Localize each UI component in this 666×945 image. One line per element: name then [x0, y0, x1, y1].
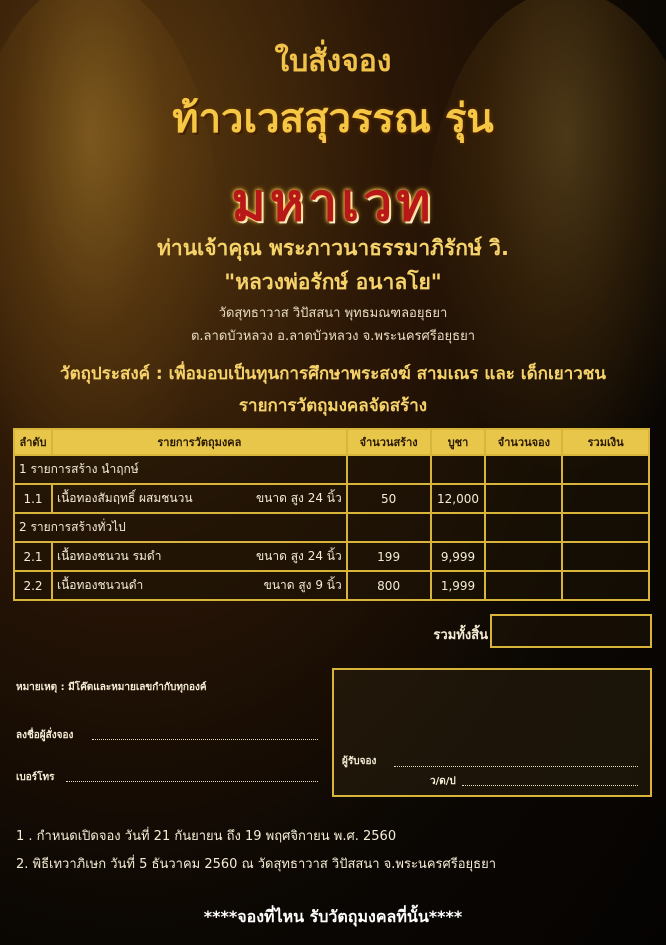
grand-total-field[interactable] [490, 614, 652, 648]
price: 9,999 [431, 542, 486, 571]
total-cell[interactable] [562, 484, 649, 513]
orderer-signature-field[interactable] [92, 739, 318, 740]
phone-label: เบอร์โทร [16, 772, 55, 783]
build-qty: 800 [347, 571, 431, 600]
header-total: รวมเงิน [562, 429, 649, 455]
item-size: ขนาด สูง 24 นิ้ว [255, 549, 342, 563]
item-name: เนื้อทองชนวน รมดำ [56, 549, 162, 563]
orderer-label: ลงชื่อผู้สั่งจอง [16, 730, 74, 741]
note-ceremony: 2. พิธีเทวาภิเษก วันที่ 5 ธันวาคม 2560 ณ วัดสุทธาวาส วิปัสสนา จ.พระนครศรีอยุธยา [16, 857, 497, 872]
monk-title: ท่านเจ้าคุณ พระภาวนาธรรมาภิรักษ์ วิ. [157, 236, 509, 260]
section-label: 2 รายการสร้างทั่วไป [14, 513, 347, 542]
remark-text: หมายเหตุ : มีโค๊ตและหมายเลขกำกับทุกองค์ [16, 682, 207, 693]
date-label: ว/ด/ป [430, 776, 456, 787]
table-row [14, 571, 649, 600]
header-booking: จำนวนจอง [485, 429, 562, 455]
table-header-row [14, 429, 649, 455]
table-row [14, 542, 649, 571]
total-cell[interactable] [562, 455, 649, 484]
receiver-box [332, 668, 652, 797]
date-field[interactable] [462, 785, 638, 786]
item-size: ขนาด สูง 24 นิ้ว [255, 491, 342, 505]
table-row [14, 484, 649, 513]
booking-cell[interactable] [485, 542, 562, 571]
booking-cell[interactable] [485, 571, 562, 600]
header-qty: จำนวนสร้าง [347, 429, 431, 455]
header-no: ลำดับ [14, 429, 52, 455]
price: 12,000 [431, 484, 486, 513]
total-cell[interactable] [562, 513, 649, 542]
note-booking-period: 1 . กำหนดเปิดจอง วันที่ 21 กันยายน ถึง 19 พฤศจิกายน พ.ศ. 2560 [16, 829, 397, 844]
row-number: 2.1 [14, 542, 52, 571]
items-table [13, 428, 650, 601]
purpose-text: วัตถุประสงค์ : เพื่อมอบเป็นทุนการศึกษาพระสงฆ์ สามเณร และ เด็กเยาวชน [60, 364, 606, 384]
header-item: รายการวัตถุมงคล [52, 429, 347, 455]
header-price: บูชา [431, 429, 486, 455]
temple-name: วัดสุทธาวาส วิปัสสนา พุทธมณฑลอยุธยา [218, 306, 448, 321]
total-cell[interactable] [562, 542, 649, 571]
form-title: ท้าวเวสสุวรรณ รุ่น [172, 96, 494, 142]
item-size: ขนาด สูง 9 นิ้ว [263, 578, 342, 592]
item-name: เนื้อทองชนวนดำ [56, 578, 144, 592]
booking-cell[interactable] [485, 513, 562, 542]
slogan: ****จองที่ไหน รับวัตถุมงคลที่นั้น**** [203, 907, 463, 926]
row-number: 2.2 [14, 571, 52, 600]
monk-name: "หลวงพ่อรักษ์ อนาลโย" [224, 270, 442, 294]
list-title: รายการวัตถุมงคลจัดสร้าง [238, 396, 428, 416]
receiver-label: ผู้รับจอง [342, 756, 377, 767]
row-number: 1.1 [14, 484, 52, 513]
form-subtitle: ใบสั่งจอง [274, 44, 392, 79]
section-label: 1 รายการสร้าง นำฤกษ์ [14, 455, 347, 484]
temple-address: ต.ลาดบัวหลวง อ.ลาดบัวหลวง จ.พระนครศรีอยุธยา [190, 329, 476, 344]
generation-name: มหาเวท [231, 173, 435, 233]
booking-cell[interactable] [485, 455, 562, 484]
build-qty: 50 [347, 484, 431, 513]
total-cell[interactable] [562, 571, 649, 600]
section-row [14, 455, 649, 484]
section-row [14, 513, 649, 542]
booking-cell[interactable] [485, 484, 562, 513]
receiver-signature-field[interactable] [394, 766, 638, 767]
price: 1,999 [431, 571, 486, 600]
grand-total-label: รวมทั้งสิ้น [433, 628, 488, 643]
build-qty: 199 [347, 542, 431, 571]
phone-field[interactable] [66, 781, 318, 782]
item-name: เนื้อทองสัมฤทธิ์ ผสมชนวน [56, 491, 193, 505]
